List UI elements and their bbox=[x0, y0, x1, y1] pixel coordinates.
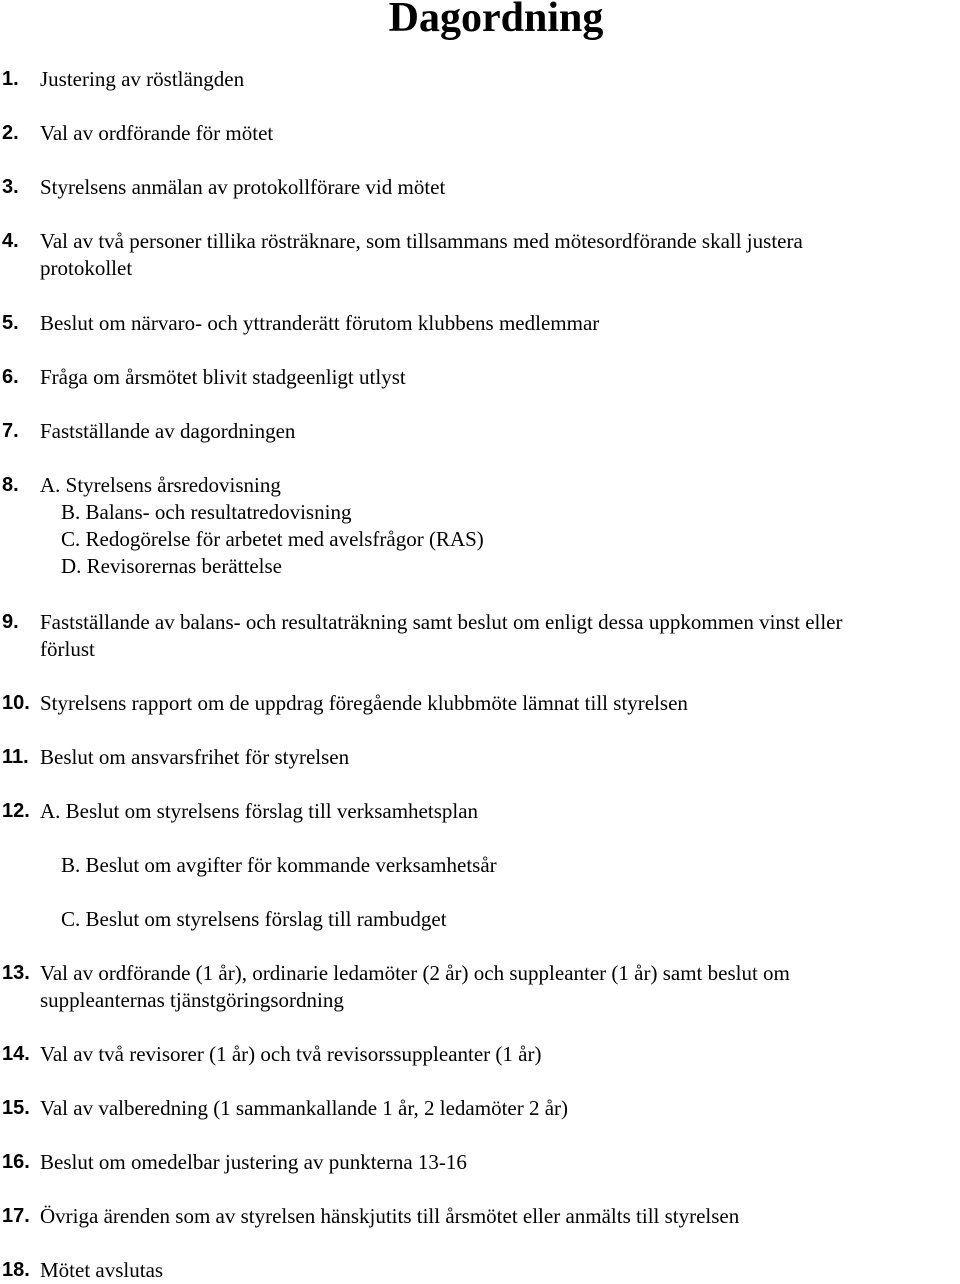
sub-item-a: A. Styrelsens årsredovisning bbox=[40, 473, 281, 497]
item-text: Styrelsens rapport om de uppdrag föregående klubbmöte lämnat till styrelsen bbox=[40, 691, 688, 715]
item-text-line-2: förlust bbox=[40, 637, 95, 661]
agenda-item-3 bbox=[0, 174, 960, 201]
item-text: Styrelsens anmälan av protokollförare vid mötet bbox=[40, 175, 446, 199]
sub-item-b: B. Beslut om avgifter för kommande verksamhetsår bbox=[61, 853, 497, 877]
item-text: Mötet avslutas bbox=[40, 1258, 164, 1282]
item-text: Fastställande av dagordningen bbox=[40, 419, 296, 443]
item-number: 5. bbox=[2, 312, 19, 334]
sub-item-c: C. Redogörelse för arbetet med avelsfrågor (RAS) bbox=[61, 527, 484, 551]
item-text: Beslut om närvaro- och yttranderätt förutom klubbens medlemmar bbox=[40, 311, 600, 335]
agenda-item-4 bbox=[0, 228, 960, 282]
item-number: 13. bbox=[2, 962, 30, 984]
sub-item-b: B. Balans- och resultatredovisning bbox=[61, 500, 352, 524]
agenda-item-12 bbox=[0, 798, 960, 825]
agenda-item-14 bbox=[0, 1041, 960, 1068]
item-number: 16. bbox=[2, 1151, 30, 1173]
item-number: 14. bbox=[2, 1043, 30, 1065]
agenda-item-5 bbox=[0, 310, 960, 337]
agenda-item-17 bbox=[0, 1203, 960, 1230]
agenda-item-13 bbox=[0, 960, 960, 1014]
sub-item-c: C. Beslut om styrelsens förslag till rambudget bbox=[61, 907, 447, 931]
item-text: Val av två revisorer (1 år) och två revisorssuppleanter (1 år) bbox=[40, 1042, 542, 1066]
item-number: 10. bbox=[2, 692, 30, 714]
item-text-line-2: protokollet bbox=[40, 256, 133, 280]
item-text: Val av valberedning (1 sammankallande 1 år, 2 ledamöter 2 år) bbox=[40, 1096, 569, 1120]
agenda-item-7 bbox=[0, 418, 960, 445]
item-text: Justering av röstlängden bbox=[40, 67, 245, 91]
agenda-item-6 bbox=[0, 364, 960, 391]
agenda-item-8 bbox=[0, 472, 960, 580]
item-number: 1. bbox=[2, 68, 19, 90]
agenda-item-12-b bbox=[0, 852, 960, 879]
item-number: 12. bbox=[2, 800, 30, 822]
agenda-item-9 bbox=[0, 609, 960, 663]
sub-item-d: D. Revisorernas berättelse bbox=[61, 554, 283, 578]
item-text-line-1: Val av ordförande (1 år), ordinarie ledamöter (2 år) och suppleanter (1 år) samt beslut om bbox=[40, 961, 790, 985]
item-number: 11. bbox=[2, 746, 29, 768]
agenda-item-2 bbox=[0, 120, 960, 147]
item-text: Övriga ärenden som av styrelsen hänskjutits till årsmötet eller anmälts till styrelsen bbox=[40, 1204, 740, 1228]
item-number: 2. bbox=[2, 122, 19, 144]
item-number: 7. bbox=[2, 420, 19, 442]
item-text: Beslut om ansvarsfrihet för styrelsen bbox=[40, 745, 350, 769]
item-number: 4. bbox=[2, 230, 19, 252]
item-number: 8. bbox=[2, 474, 19, 496]
item-text: Beslut om omedelbar justering av punkterna 13-16 bbox=[40, 1150, 467, 1174]
item-number: 3. bbox=[2, 176, 19, 198]
item-number: 9. bbox=[2, 611, 19, 633]
item-text: Val av ordförande för mötet bbox=[40, 121, 274, 145]
agenda-item-10 bbox=[0, 690, 960, 717]
agenda-item-16 bbox=[0, 1149, 960, 1176]
agenda-item-12-c bbox=[0, 906, 960, 933]
agenda-item-11 bbox=[0, 744, 960, 771]
item-number: 15. bbox=[2, 1097, 30, 1119]
item-text-line-1: Fastställande av balans- och resultaträkning samt beslut om enligt dessa uppkommen vinst eller bbox=[40, 610, 843, 634]
item-text-line-2: suppleanternas tjänstgöringsordning bbox=[40, 988, 344, 1012]
item-number: 6. bbox=[2, 366, 19, 388]
agenda-item-15 bbox=[0, 1095, 960, 1122]
item-text-line-1: Val av två personer tillika rösträknare, som tillsammans med mötesordförande skall justera bbox=[40, 229, 803, 253]
item-number: 17. bbox=[2, 1205, 30, 1227]
item-text: Fråga om årsmötet blivit stadgeenligt utlyst bbox=[40, 365, 406, 389]
page-title: Dagordning bbox=[388, 0, 604, 41]
item-text: A. Beslut om styrelsens förslag till verksamhetsplan bbox=[40, 799, 479, 823]
agenda-item-18 bbox=[0, 1257, 960, 1284]
agenda-item-1 bbox=[0, 66, 960, 93]
item-number: 18. bbox=[2, 1259, 30, 1281]
